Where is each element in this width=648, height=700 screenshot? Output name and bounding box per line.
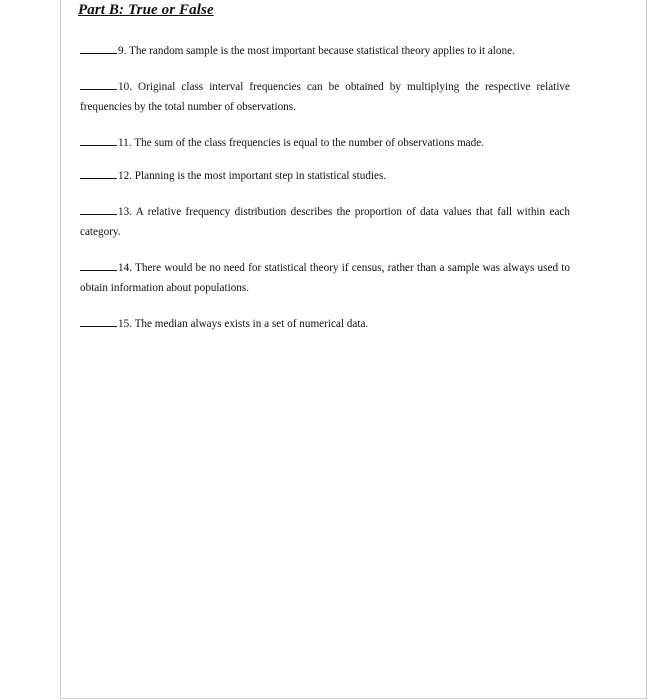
answer-blank[interactable] [80,261,117,271]
answer-blank[interactable] [80,205,117,215]
question-text: The random sample is the most important because statistical theory applies to it alone. [129,45,515,57]
question-text: Original class interval frequencies can be obtained by multiplying the respective relative frequencies by the total number of observations. [80,81,570,113]
answer-blank[interactable] [80,44,117,54]
question-item-13 [80,202,570,242]
question-item-12 [80,166,570,186]
question-item-9 [80,41,570,61]
question-line [80,258,570,298]
question-item-14 [80,258,570,298]
question-line [80,202,570,242]
question-text: The median always exists in a set of numerical data. [134,318,369,330]
question-number: 14. [118,262,132,274]
answer-blank[interactable] [80,80,117,90]
answer-blank[interactable] [80,169,117,179]
question-number: 11. [118,137,132,149]
question-item-10 [80,77,570,117]
question-number: 12. [118,170,132,182]
answer-blank[interactable] [80,136,117,146]
answer-blank[interactable] [80,317,117,327]
question-number: 13. [118,206,132,218]
question-line [80,41,570,61]
question-line [80,77,570,117]
section-heading: Part B: True or False [78,2,214,18]
question-line [80,314,570,334]
question-text: Planning is the most important step in statistical studies. [134,170,387,182]
question-text: There would be no need for statistical theory if census, rather than a sample was always used to obtain information about populations. [80,262,570,294]
question-item-11 [80,133,570,153]
question-line [80,166,570,186]
question-number: 9. [118,45,127,57]
question-line [80,133,570,153]
question-number: 15. [118,318,132,330]
question-text: A relative frequency distribution describes the proportion of data values that fall within each category. [80,206,570,238]
question-text: The sum of the class frequencies is equal to the number of observations made. [134,137,485,149]
question-number: 10. [118,81,132,93]
question-item-15 [80,314,570,334]
